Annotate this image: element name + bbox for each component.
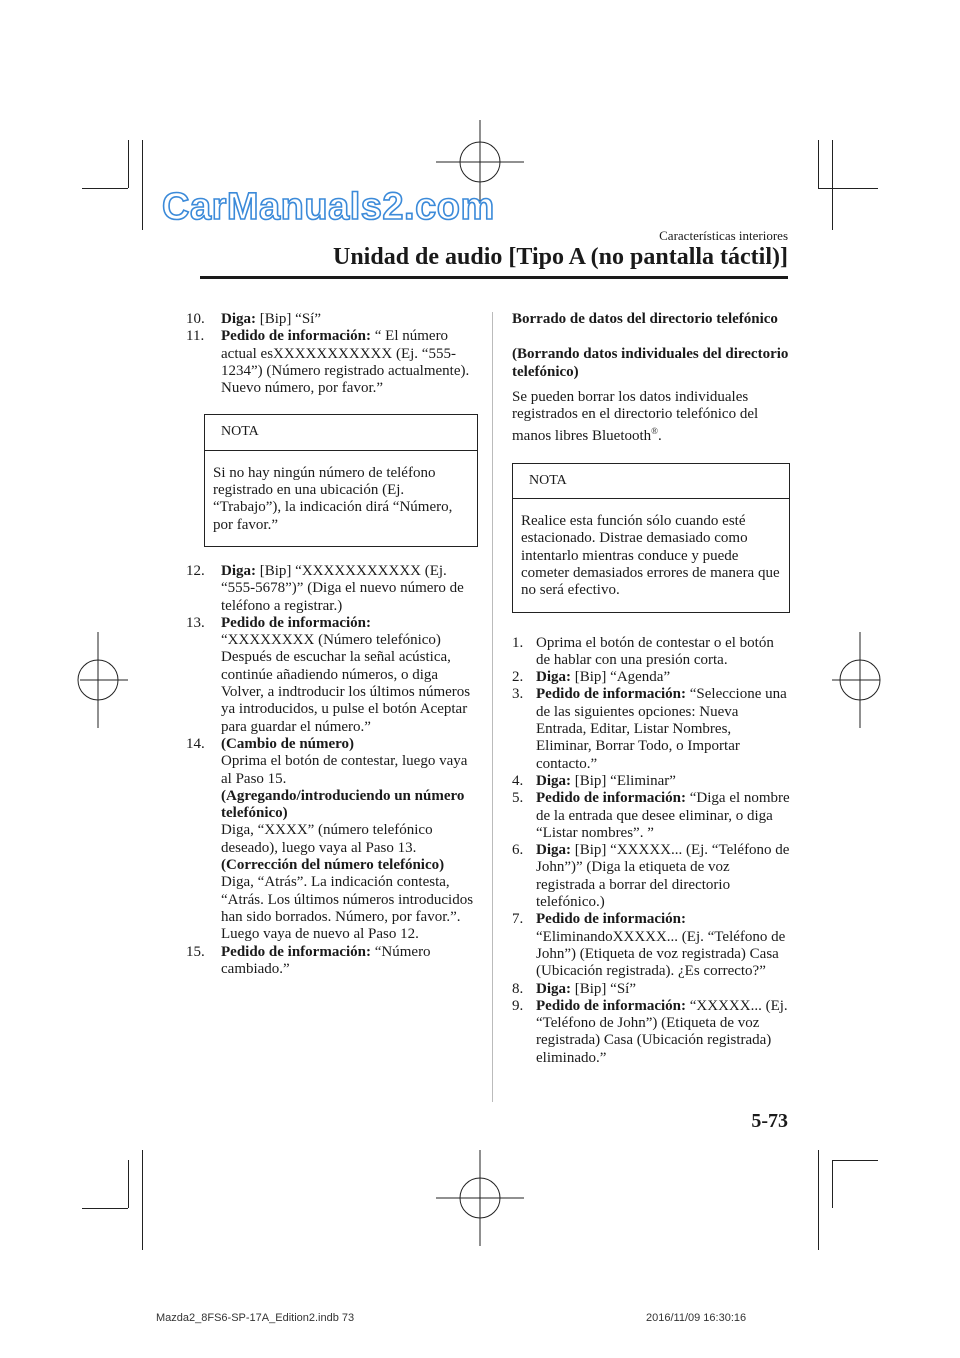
step-10	[186, 311, 478, 328]
step-14	[186, 736, 478, 944]
step-15	[186, 944, 478, 979]
note-body: Si no hay ningún número de teléfono registrado en una ubicación (Ej. “Trabajo”), la indicación dirá “Número, por favor.”	[213, 464, 453, 533]
column-divider	[492, 312, 493, 1102]
step-number: 2.	[512, 669, 524, 686]
step-text: Diga, “Atrás”. La indicación contesta, “Atrás. Los últimos números introducidos han sido borrados. Número, por favor.”. Luego vaya de nuevo al Paso 12.	[221, 874, 474, 943]
right-column	[512, 311, 790, 1067]
delete-steps-list	[512, 635, 790, 1067]
step-label: Pedido de información:	[221, 943, 371, 960]
step-text: “Número cambiado.”	[221, 943, 431, 977]
step-number: 6.	[512, 842, 524, 859]
step-text: “EliminandoXXXXX... (Ej. “Teléfono de John”) (Etiqueta de voz registrada) Casa (Ubicación registrada). ¿Es correcto?”	[536, 928, 786, 980]
step-text: Diga, “XXXX” (número telefónico deseado), luego vaya al Paso 13.	[221, 822, 433, 856]
step-number: 14.	[186, 735, 205, 752]
step-text: [Bip] “XXXXX... (Ej. “Teléfono de John”)” (Diga la etiqueta de voz registrada a borrar del directorio telefónico.)	[536, 842, 790, 911]
step-number: 5.	[512, 790, 524, 807]
step-label: Diga:	[221, 311, 256, 327]
subheading-add-number: (Agregando/introduciendo un número telefónico)	[221, 787, 465, 822]
intro-text: Se pueden borrar los datos individuales registrados en el directorio telefónico del manos libres Bluetooth	[512, 388, 759, 445]
step-7	[512, 911, 790, 980]
step-number: 11.	[186, 328, 205, 345]
step-number: 9.	[512, 997, 524, 1014]
step-label: Pedido de información:	[536, 997, 686, 1014]
subsection-heading: (Borrando datos individuales del directorio telefónico)	[512, 346, 789, 380]
step-text: Oprima el botón de contestar, luego vaya al Paso 15.	[221, 753, 468, 787]
section-heading: Borrado de datos del directorio telefónico	[512, 311, 778, 327]
step-text: [Bip] “Agenda”	[571, 669, 671, 686]
step-label: Pedido de información:	[536, 790, 686, 807]
header-rule	[200, 276, 788, 279]
step-8	[512, 981, 790, 998]
step-text: [Bip] “XXXXXXXXXXX (Ej. “555-5678”)” (Diga el nuevo número de teléfono a registrar.)	[221, 562, 464, 614]
step-6	[512, 842, 790, 911]
note-title: NOTA	[205, 415, 477, 450]
step-label: Diga:	[536, 772, 571, 789]
step-3	[512, 686, 790, 772]
footer-file: Mazda2_8FS6-SP-17A_Edition2.indb 73	[156, 1312, 355, 1324]
note-title: NOTA	[513, 464, 789, 499]
step-11	[186, 328, 478, 397]
step-text: “XXXXX... (Ej. “Teléfono de John”) (Etiqueta de voz registrada) Casa (Ubicación registrada) eliminado.”	[536, 997, 788, 1066]
step-number: 4.	[512, 772, 524, 789]
page-title: Unidad de audio [Tipo A (no pantalla táctil)]	[333, 244, 788, 270]
step-13	[186, 615, 478, 736]
watermark-logo[interactable]: CarManuals2.com	[162, 186, 495, 228]
step-4	[512, 773, 790, 790]
note-box	[512, 463, 790, 613]
step-number: 1.	[512, 634, 524, 651]
step-2	[512, 669, 790, 686]
step-number: 8.	[512, 980, 524, 997]
intro-end: .	[658, 428, 662, 445]
step-label: Pedido de información:	[221, 614, 371, 631]
note-box	[204, 414, 478, 546]
step-number: 12.	[186, 562, 205, 579]
registered-mark: ®	[651, 426, 658, 437]
step-label: Pedido de información:	[221, 328, 371, 345]
step-1	[512, 635, 790, 670]
step-text: “XXXXXXXX (Número telefónico) Después de escuchar la señal acústica, continúe añadiendo números, o diga Volver, a indtroducir los últimos números ya introducidos, u pulse el botón Aceptar para guardar el número.”	[221, 632, 471, 735]
step-number: 13.	[186, 614, 205, 631]
subheading-change-number: (Cambio de número)	[221, 735, 355, 752]
subheading-correct-number: (Corrección del número telefónico)	[221, 857, 445, 874]
step-number: 7.	[512, 911, 524, 928]
note-body: Realice esta función sólo cuando esté estacionado. Distrae demasiado como intentarlo mientras conduce y puede cometer demasiados errores de manera que no será efectivo.	[521, 513, 780, 599]
step-text: Oprima el botón de contestar o el botón de hablar con una presión corta.	[536, 634, 774, 668]
step-text: [Bip] “Eliminar”	[571, 772, 676, 789]
page-number: 5-73	[751, 1110, 788, 1132]
intro-paragraph	[512, 389, 790, 446]
step-text: [Bip] “Sí”	[571, 980, 636, 997]
step-label: Diga:	[536, 669, 571, 686]
step-label: Pedido de información:	[536, 686, 686, 703]
section-name: Características interiores	[659, 228, 788, 243]
step-5	[512, 790, 790, 842]
left-column	[186, 311, 478, 978]
step-12	[186, 563, 478, 615]
step-text: “Diga el nombre de la entrada que desee eliminar, o diga “Listar nombres”. ”	[536, 790, 790, 841]
step-9	[512, 998, 790, 1067]
step-label: Pedido de información:	[536, 911, 686, 928]
step-label: Diga:	[536, 842, 571, 859]
step-number: 3.	[512, 686, 524, 703]
footer-date: 2016/11/09 16:30:16	[646, 1312, 747, 1324]
step-label: Diga:	[221, 562, 256, 579]
step-text: “ El número actual esXXXXXXXXXXX (Ej. “555-1234”) (Número registrado actualmente). Nuevo número, por favor.”	[221, 328, 470, 397]
step-text: [Bip] “Sí”	[256, 311, 321, 327]
step-label: Diga:	[536, 980, 571, 997]
step-number: 15.	[186, 943, 205, 960]
step-number: 10.	[186, 311, 205, 327]
step-text: “Seleccione una de las siguientes opciones: Nueva Entrada, Editar, Listar Nombres, Eliminar, Borrar Todo, o Importar contacto.”	[536, 686, 787, 772]
